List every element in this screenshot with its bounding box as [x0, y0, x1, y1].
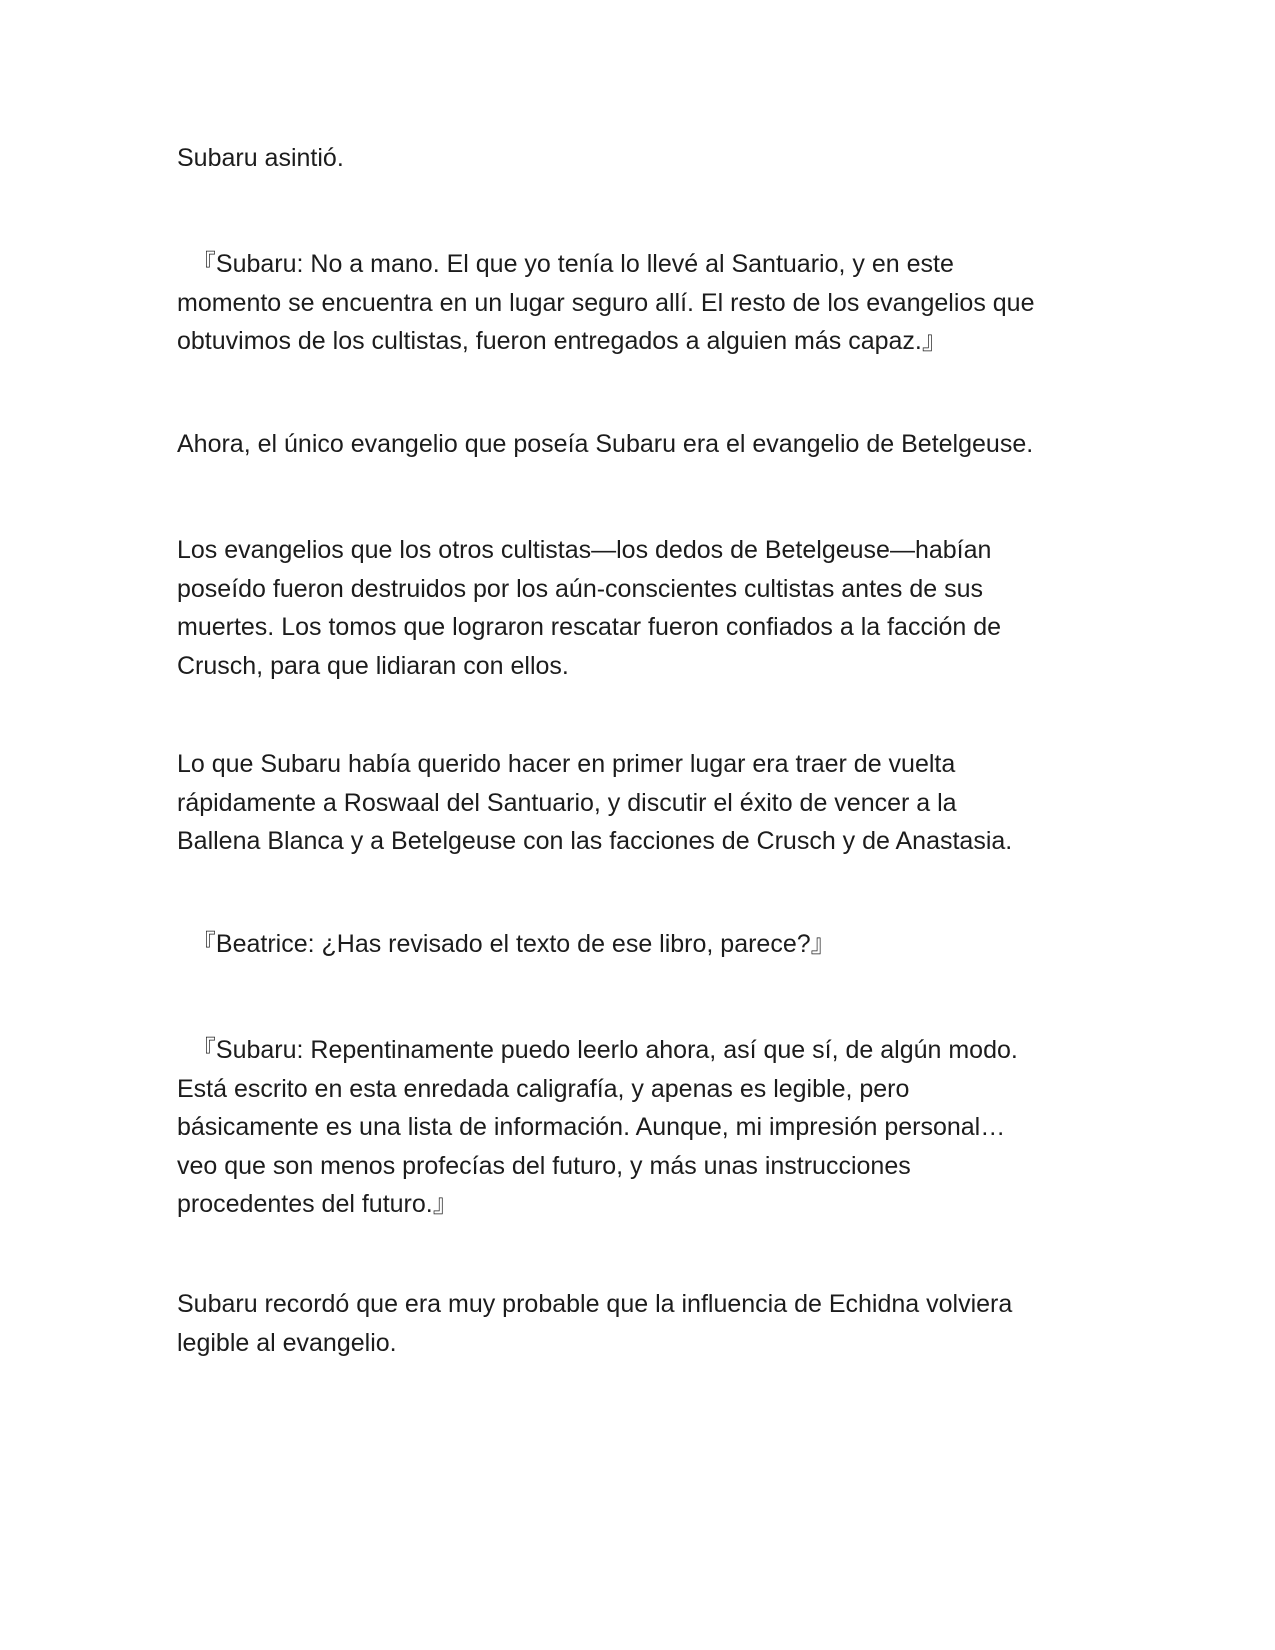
text-line: obtuvimos de los cultistas, fueron entregados a alguien más capaz.』 [177, 327, 947, 355]
text-line: Subaru recordó que era muy probable que la influencia de Echidna volviera [177, 1290, 1013, 1318]
text-line: rápidamente a Roswaal del Santuario, y discutir el éxito de vencer a la [177, 788, 957, 817]
text-line: Está escrito en esta enredada caligrafía, y apenas es legible, pero [177, 1074, 910, 1103]
text-line: Los evangelios que los otros cultistas—los dedos de Betelgeuse—habían [177, 536, 992, 564]
text-line: momento se encuentra en un lugar seguro allí. El resto de los evangelios que [177, 288, 1035, 317]
text-line: Ballena Blanca y a Betelgeuse con las facciones de Crusch y de Anastasia. [177, 827, 1013, 855]
text-line: Crusch, para que lidiaran con ellos. [177, 651, 569, 680]
text-line: legible al evangelio. [177, 1328, 397, 1357]
paragraph-2-dialogue-subaru [177, 245, 1097, 361]
paragraph-1 [177, 139, 1097, 178]
text-line: Subaru asintió. [177, 144, 344, 172]
text-line: muertes. Los tomos que lograron rescatar fueron confiados a la facción de [177, 613, 1002, 641]
text-line: 『Subaru: Repentinamente puedo leerlo ahora, así que sí, de algún modo. [177, 1036, 1018, 1064]
paragraph-6-dialogue-beatrice [177, 925, 1097, 964]
text-line: básicamente es una lista de información. Aunque, mi impresión personal… [177, 1113, 1006, 1141]
paragraph-4 [177, 531, 1097, 685]
paragraph-8 [177, 1285, 1097, 1362]
text-line: Lo que Subaru había querido hacer en primer lugar era traer de vuelta [177, 750, 956, 778]
text-line: procedentes del futuro.』 [177, 1190, 458, 1218]
text-line: 『Subaru: No a mano. El que yo tenía lo llevé al Santuario, y en este [177, 250, 954, 278]
paragraph-3 [177, 425, 1097, 464]
text-line: Ahora, el único evangelio que poseía Subaru era el evangelio de Betelgeuse. [177, 430, 1034, 458]
text-line: poseído fueron destruidos por los aún-conscientes cultistas antes de sus [177, 574, 984, 603]
text-line: 『Beatrice: ¿Has revisado el texto de ese libro, parece?』 [177, 930, 836, 958]
text-line: veo que son menos profecías del futuro, y más unas instrucciones [177, 1151, 911, 1180]
paragraph-7-dialogue-subaru [177, 1031, 1097, 1224]
paragraph-5 [177, 745, 1097, 861]
